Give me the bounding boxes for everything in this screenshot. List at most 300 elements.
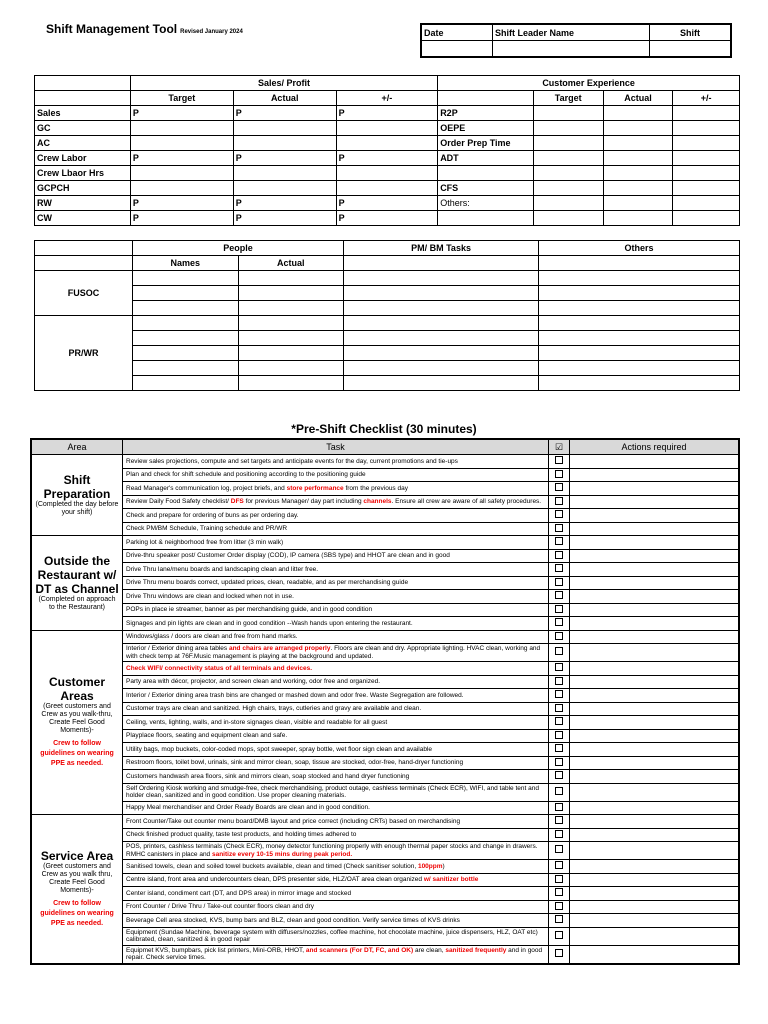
task-cell bbox=[123, 914, 549, 928]
task-checkbox[interactable] bbox=[549, 887, 570, 901]
checkbox-icon[interactable] bbox=[555, 888, 563, 896]
task-text: Beverage Cell area stocked, KVS, bump bars and BLZ, clean and good condition. Verify service times of KVS drinks bbox=[126, 916, 460, 924]
task-text: Drive-thru speaker post/ Customer Order display (COD), IP camera (SBS type) and HHOT are clean and in good bbox=[126, 552, 450, 559]
sales-actual-cell[interactable] bbox=[233, 166, 336, 181]
cx-value-cell[interactable] bbox=[673, 166, 740, 181]
checkbox-icon[interactable] bbox=[555, 949, 563, 957]
people-cell[interactable] bbox=[539, 331, 740, 346]
checkbox-icon[interactable] bbox=[555, 758, 563, 766]
cx-value-cell[interactable] bbox=[533, 181, 603, 196]
checkbox-icon[interactable] bbox=[555, 830, 563, 838]
sales-row-label: Sales bbox=[35, 106, 131, 121]
task-checkbox[interactable] bbox=[549, 482, 570, 496]
cx-value-cell[interactable] bbox=[673, 121, 740, 136]
cx-value-cell[interactable] bbox=[603, 151, 673, 166]
sales-row-label: AC bbox=[35, 136, 131, 151]
sales-diff-cell[interactable] bbox=[336, 136, 438, 151]
actions-cell[interactable] bbox=[570, 842, 740, 860]
blank bbox=[344, 256, 539, 271]
task-text: Centre island, front area and undercounters clean, DPS presenter side, HLZ/OAT area clean organized bbox=[126, 876, 424, 883]
cx-value-cell[interactable] bbox=[603, 181, 673, 196]
task-text: Front Counter/Take out counter menu board/DMB layout and price correct (including CRTs) based on merchandising bbox=[126, 817, 461, 825]
actions-cell[interactable] bbox=[570, 576, 740, 590]
sales-col-header: Target bbox=[130, 91, 233, 106]
task-checkbox[interactable] bbox=[549, 536, 570, 550]
sales-row-label: RW bbox=[35, 196, 131, 211]
checkbox-icon[interactable] bbox=[555, 677, 563, 685]
people-cell[interactable] bbox=[344, 346, 539, 361]
page-title: Shift Management Tool Revised January 2024 bbox=[46, 22, 243, 36]
checkbox-icon[interactable] bbox=[555, 704, 563, 712]
task-checkbox[interactable] bbox=[549, 783, 570, 801]
checkbox-icon[interactable] bbox=[555, 861, 563, 869]
cx-row-label: Order Prep Time bbox=[438, 136, 534, 151]
task-cell bbox=[123, 842, 549, 860]
checkbox-icon[interactable] bbox=[555, 537, 563, 545]
task-checkbox[interactable] bbox=[549, 743, 570, 757]
task-text: Ceiling, vents, lighting, walls, and in-store signages clean, visible and readable for all guest bbox=[126, 718, 388, 726]
people-group-label: PR/WR bbox=[35, 316, 133, 391]
sales-diff-cell[interactable]: P bbox=[336, 151, 438, 166]
actions-cell[interactable] bbox=[570, 630, 740, 644]
shift-header-table bbox=[420, 23, 732, 58]
people-cell[interactable] bbox=[539, 286, 740, 301]
actions-cell[interactable] bbox=[570, 743, 740, 757]
task-highlight: 100ppm bbox=[417, 862, 443, 870]
sales-diff-cell[interactable]: P bbox=[336, 106, 438, 121]
task-checkbox[interactable] bbox=[549, 914, 570, 928]
task-checkbox[interactable] bbox=[549, 522, 570, 536]
sales-target-cell[interactable]: P bbox=[130, 211, 233, 226]
task-checkbox[interactable] bbox=[549, 468, 570, 482]
task-checkbox[interactable] bbox=[549, 662, 570, 676]
people-cell[interactable] bbox=[344, 376, 539, 391]
checkbox-icon[interactable] bbox=[555, 803, 563, 811]
people-cell[interactable] bbox=[344, 316, 539, 331]
task-cell bbox=[123, 783, 549, 801]
sales-col-header: Actual bbox=[233, 91, 336, 106]
cx-value-cell[interactable] bbox=[533, 136, 603, 151]
actions-cell[interactable] bbox=[570, 468, 740, 482]
cx-value-cell[interactable] bbox=[603, 211, 673, 226]
checkbox-icon[interactable] bbox=[555, 497, 563, 505]
sales-row-label: GCPCH bbox=[35, 181, 131, 196]
area-name: Customer Areas bbox=[48, 675, 105, 704]
checkbox-icon[interactable] bbox=[555, 524, 563, 532]
cx-row-label: ADT bbox=[438, 151, 534, 166]
checkbox-icon[interactable] bbox=[555, 744, 563, 752]
checkbox-icon[interactable] bbox=[555, 551, 563, 559]
actions-cell[interactable] bbox=[570, 914, 740, 928]
actions-cell[interactable] bbox=[570, 783, 740, 801]
checklist-area-header: Area bbox=[31, 439, 123, 455]
cx-value-cell[interactable] bbox=[603, 121, 673, 136]
checkbox-icon[interactable] bbox=[555, 717, 563, 725]
cx-value-cell[interactable] bbox=[673, 211, 740, 226]
sales-diff-cell[interactable]: P bbox=[336, 211, 438, 226]
checkbox-icon[interactable] bbox=[555, 578, 563, 586]
people-cell[interactable] bbox=[539, 301, 740, 316]
people-cell[interactable] bbox=[133, 286, 239, 301]
task-text: Parking lot & neighborhood free from litter (3 min walk) bbox=[126, 538, 284, 546]
task-cell bbox=[123, 729, 549, 743]
checkbox-icon[interactable] bbox=[555, 483, 563, 491]
task-checkbox[interactable] bbox=[549, 860, 570, 874]
cx-value-cell[interactable] bbox=[533, 166, 603, 181]
task-cell bbox=[123, 549, 549, 563]
sales-target-cell[interactable]: P bbox=[130, 106, 233, 121]
date-field[interactable] bbox=[421, 41, 493, 58]
area-note: (Greet customers and Crew as you walk thru, Create Feel Good Moments)- bbox=[41, 862, 113, 894]
task-cell bbox=[123, 860, 549, 874]
checkbox-icon[interactable] bbox=[555, 731, 563, 739]
checkbox-icon[interactable] bbox=[555, 931, 563, 939]
actions-cell[interactable] bbox=[570, 563, 740, 577]
task-checkbox[interactable] bbox=[549, 455, 570, 469]
sales-target-cell[interactable] bbox=[130, 166, 233, 181]
task-text: Self Ordering Kiosk working and smudge-free, check merchandising, product outage, cashless terminals (Check ECR), WIFI, and table tent and holder clean, sanitized and in good condition. Use proper cleaning materials. bbox=[126, 784, 539, 799]
actions-cell[interactable] bbox=[570, 801, 740, 815]
cx-value-cell[interactable] bbox=[533, 196, 603, 211]
area-cell bbox=[31, 536, 123, 631]
sales-col-header: +/- bbox=[336, 91, 438, 106]
actions-cell[interactable] bbox=[570, 689, 740, 703]
task-checkbox[interactable] bbox=[549, 689, 570, 703]
checkbox-icon[interactable] bbox=[555, 456, 563, 464]
task-highlight: and chairs are arranged properly bbox=[228, 645, 331, 652]
sales-diff-cell[interactable] bbox=[336, 121, 438, 136]
task-text: Equipment (Sundae Machine, beverage system with diffusers/nozzles, coffee machine, hot chocolate machine, juice dispensers, HLZ, OAT etc) calibrated, clean, sanitized & in good repair bbox=[126, 928, 538, 943]
task-text: Plan and check for shift schedule and positioning according to the positioning guide bbox=[126, 471, 366, 478]
checkbox-icon[interactable] bbox=[555, 845, 563, 853]
task-checkbox[interactable] bbox=[549, 549, 570, 563]
task-checkbox[interactable] bbox=[549, 702, 570, 716]
task-checkbox[interactable] bbox=[549, 756, 570, 770]
people-cell[interactable] bbox=[238, 376, 343, 391]
actions-cell[interactable] bbox=[570, 455, 740, 469]
blank-corner bbox=[438, 91, 534, 106]
sales-target-cell[interactable] bbox=[130, 121, 233, 136]
task-cell bbox=[123, 455, 549, 469]
sales-target-cell[interactable] bbox=[130, 181, 233, 196]
actions-cell[interactable] bbox=[570, 495, 740, 509]
pm-bm-header: PM/ BM Tasks bbox=[344, 241, 539, 256]
sales-target-cell[interactable]: P bbox=[130, 151, 233, 166]
checkbox-icon[interactable] bbox=[555, 632, 563, 640]
actions-cell[interactable] bbox=[570, 644, 740, 662]
actions-cell[interactable] bbox=[570, 927, 740, 945]
task-text: Utility bags, mop buckets, color-coded mops, spot sweeper, spray bottle, wet floor sign clean and available bbox=[126, 745, 433, 753]
sales-actual-cell[interactable] bbox=[233, 181, 336, 196]
sales-row-label: GC bbox=[35, 121, 131, 136]
checklist-actions-header: Actions required bbox=[570, 439, 740, 455]
people-cell[interactable] bbox=[344, 361, 539, 376]
task-checkbox[interactable] bbox=[549, 617, 570, 631]
sales-actual-cell[interactable] bbox=[233, 136, 336, 151]
people-cell[interactable] bbox=[238, 316, 343, 331]
task-cell bbox=[123, 590, 549, 604]
actions-cell[interactable] bbox=[570, 815, 740, 829]
task-cell bbox=[123, 887, 549, 901]
actions-cell[interactable] bbox=[570, 860, 740, 874]
task-checkbox[interactable] bbox=[549, 801, 570, 815]
task-checkbox[interactable] bbox=[549, 495, 570, 509]
cx-value-cell[interactable] bbox=[533, 106, 603, 121]
task-cell bbox=[123, 716, 549, 730]
actions-cell[interactable] bbox=[570, 549, 740, 563]
actions-cell[interactable] bbox=[570, 536, 740, 550]
sales-row-label: Crew Lbaor Hrs bbox=[35, 166, 131, 181]
sales-target-cell[interactable]: P bbox=[130, 196, 233, 211]
task-cell bbox=[123, 689, 549, 703]
task-checkbox[interactable] bbox=[549, 927, 570, 945]
people-cell[interactable] bbox=[238, 301, 343, 316]
checkbox-icon[interactable] bbox=[555, 591, 563, 599]
task-cell bbox=[123, 743, 549, 757]
task-highlight: DFS bbox=[230, 498, 244, 505]
checkbox-icon[interactable] bbox=[555, 690, 563, 698]
task-checkbox[interactable] bbox=[549, 900, 570, 914]
task-text: Center island, condiment cart (DT, and DPS area) in mirror image and stocked bbox=[126, 889, 352, 897]
checkbox-icon[interactable] bbox=[555, 875, 563, 883]
task-text: Happy Meal merchandiser and Order Ready Boards are clean and in good condition. bbox=[126, 804, 370, 811]
area-name: Shift Preparation bbox=[43, 473, 111, 501]
cx-col-header: +/- bbox=[673, 91, 740, 106]
cx-row-label: Others: bbox=[438, 196, 534, 211]
people-cell[interactable] bbox=[539, 346, 740, 361]
task-text: POPs in place ie streamer, banner as per merchandising guide, and in good condition bbox=[126, 606, 373, 613]
actions-cell[interactable] bbox=[570, 482, 740, 496]
task-text: ) bbox=[442, 862, 445, 870]
task-text: Drive Thru lane/menu boards and landscaping clean and litter free. bbox=[126, 565, 319, 573]
sales-actual-cell[interactable]: P bbox=[233, 196, 336, 211]
people-cell[interactable] bbox=[344, 331, 539, 346]
people-cell[interactable] bbox=[344, 301, 539, 316]
task-checkbox[interactable] bbox=[549, 842, 570, 860]
actions-cell[interactable] bbox=[570, 900, 740, 914]
cx-value-cell[interactable] bbox=[533, 211, 603, 226]
cx-row-label: CFS bbox=[438, 181, 534, 196]
actions-cell[interactable] bbox=[570, 702, 740, 716]
ppe-warning: Crew to follow guidelines on wearing PPE as needed. bbox=[40, 899, 114, 927]
people-group-label: FUSOC bbox=[35, 271, 133, 316]
date-label: Date bbox=[421, 24, 493, 41]
cx-value-cell[interactable] bbox=[673, 136, 740, 151]
sales-diff-cell[interactable] bbox=[336, 181, 438, 196]
task-checkbox[interactable] bbox=[549, 729, 570, 743]
area-cell bbox=[31, 455, 123, 536]
checkbox-icon[interactable] bbox=[555, 647, 563, 655]
people-cell[interactable] bbox=[133, 331, 239, 346]
actions-cell[interactable] bbox=[570, 770, 740, 784]
task-highlight: and scanners (For DT, FC, and OK) bbox=[305, 946, 414, 954]
task-text: Signages and pin lights are clean and in good condition --Wash hands upon entering the restaurant. bbox=[126, 619, 413, 627]
task-checkbox[interactable] bbox=[549, 644, 570, 662]
task-text: Review sales projections, compute and set targets and anticipate events for the day, current promotions and tie-ups bbox=[126, 457, 458, 465]
task-text: Read Manager's communication log, project briefs, and bbox=[126, 484, 287, 492]
shift-label: Shift bbox=[650, 24, 732, 41]
checkbox-icon[interactable] bbox=[555, 618, 563, 626]
task-checkbox[interactable] bbox=[549, 828, 570, 842]
task-checkbox[interactable] bbox=[549, 675, 570, 689]
checklist-task-header: Task bbox=[123, 439, 549, 455]
actions-cell[interactable] bbox=[570, 873, 740, 887]
task-text: Restroom floors, toilet bowl, urinals, sink and mirror clean, soap, tissue are stocked, odor-free, hand-dryer functioning bbox=[126, 759, 464, 766]
cx-value-cell[interactable] bbox=[603, 136, 673, 151]
checkbox-icon[interactable] bbox=[555, 470, 563, 478]
actions-cell[interactable] bbox=[570, 729, 740, 743]
task-checkbox[interactable] bbox=[549, 815, 570, 829]
task-text: Check finished product quality, taste test products, and holding times adhered to bbox=[126, 831, 357, 838]
cx-value-cell[interactable] bbox=[673, 151, 740, 166]
people-cell[interactable] bbox=[238, 346, 343, 361]
sales-profit-header: Sales/ Profit bbox=[130, 76, 437, 91]
people-cell[interactable] bbox=[238, 361, 343, 376]
names-col-header: Names bbox=[133, 256, 239, 271]
cx-value-cell[interactable] bbox=[673, 106, 740, 121]
people-cell[interactable] bbox=[133, 346, 239, 361]
actual-col-header: Actual bbox=[238, 256, 343, 271]
customer-experience-header: Customer Experience bbox=[438, 76, 740, 91]
actions-cell[interactable] bbox=[570, 509, 740, 523]
actions-cell[interactable] bbox=[570, 590, 740, 604]
area-name: Outside the Restaurant w/ DT as Channel bbox=[35, 553, 119, 596]
task-text: from the previous day bbox=[343, 484, 408, 492]
task-cell bbox=[123, 945, 549, 964]
task-checkbox[interactable] bbox=[549, 603, 570, 617]
actions-cell[interactable] bbox=[570, 522, 740, 536]
task-highlight: w/ sanitizer bottle bbox=[423, 876, 479, 883]
blank-corner bbox=[35, 91, 131, 106]
task-text: Customer trays are clean and sanitized. High chairs, trays, cutleries and gravy are available and clean. bbox=[126, 705, 422, 712]
people-cell[interactable] bbox=[238, 271, 343, 286]
task-checkbox[interactable] bbox=[549, 576, 570, 590]
sales-diff-cell[interactable] bbox=[336, 166, 438, 181]
people-cell[interactable] bbox=[133, 376, 239, 391]
actions-cell[interactable] bbox=[570, 887, 740, 901]
checkbox-icon[interactable] bbox=[555, 771, 563, 779]
task-cell bbox=[123, 927, 549, 945]
shift-leader-field[interactable] bbox=[493, 41, 650, 58]
area-note: (Completed on approach to the Restaurant) bbox=[38, 595, 116, 611]
people-cell[interactable] bbox=[539, 361, 740, 376]
actions-cell[interactable] bbox=[570, 828, 740, 842]
task-highlight: sanitized frequently bbox=[445, 946, 507, 954]
actions-cell[interactable] bbox=[570, 675, 740, 689]
blank bbox=[539, 256, 740, 271]
task-cell bbox=[123, 828, 549, 842]
checkbox-icon[interactable] bbox=[555, 787, 563, 795]
task-cell bbox=[123, 644, 549, 662]
task-cell bbox=[123, 603, 549, 617]
task-cell bbox=[123, 522, 549, 536]
task-cell bbox=[123, 756, 549, 770]
cx-value-cell[interactable] bbox=[533, 151, 603, 166]
shift-field[interactable] bbox=[650, 41, 732, 58]
task-checkbox[interactable] bbox=[549, 590, 570, 604]
cx-value-cell[interactable] bbox=[673, 196, 740, 211]
actions-cell[interactable] bbox=[570, 662, 740, 676]
people-cell[interactable] bbox=[539, 316, 740, 331]
sales-actual-cell[interactable]: P bbox=[233, 106, 336, 121]
revised-date: Revised January 2024 bbox=[180, 29, 243, 35]
people-cell[interactable] bbox=[344, 286, 539, 301]
cx-value-cell[interactable] bbox=[673, 181, 740, 196]
task-highlight: sanitize every 10-15 mins during peak period. bbox=[211, 850, 353, 858]
people-cell[interactable] bbox=[539, 376, 740, 391]
sales-actual-cell[interactable] bbox=[233, 121, 336, 136]
task-checkbox[interactable] bbox=[549, 563, 570, 577]
checkbox-icon[interactable] bbox=[555, 605, 563, 613]
task-checkbox[interactable] bbox=[549, 945, 570, 964]
people-cell[interactable] bbox=[133, 271, 239, 286]
task-text: Party area with décor, projector, and screen clean and working, odor free and organized. bbox=[126, 678, 381, 685]
task-text: Windows/glass / doors are clean and free from hand marks. bbox=[126, 633, 298, 640]
task-cell bbox=[123, 495, 549, 509]
task-checkbox[interactable] bbox=[549, 770, 570, 784]
sales-actual-cell[interactable]: P bbox=[233, 151, 336, 166]
cx-value-cell[interactable] bbox=[533, 121, 603, 136]
task-text: are clean, bbox=[413, 946, 446, 954]
task-checkbox[interactable] bbox=[549, 509, 570, 523]
people-cell[interactable] bbox=[539, 271, 740, 286]
task-text: Interior / Exterior dining area trash bins are changed or mashed down and odor free. Waste Segregation are followed. bbox=[126, 691, 464, 699]
sales-actual-cell[interactable]: P bbox=[233, 211, 336, 226]
task-cell bbox=[123, 873, 549, 887]
task-cell bbox=[123, 509, 549, 523]
task-cell bbox=[123, 770, 549, 784]
people-cell[interactable] bbox=[133, 316, 239, 331]
people-cell[interactable] bbox=[133, 361, 239, 376]
people-cell[interactable] bbox=[238, 331, 343, 346]
people-cell[interactable] bbox=[133, 301, 239, 316]
actions-cell[interactable] bbox=[570, 716, 740, 730]
task-checkbox[interactable] bbox=[549, 716, 570, 730]
checkbox-icon[interactable] bbox=[555, 663, 563, 671]
blank-corner bbox=[35, 76, 131, 91]
people-cell[interactable] bbox=[238, 286, 343, 301]
cx-col-header: Target bbox=[533, 91, 603, 106]
blank-corner bbox=[35, 241, 133, 256]
task-cell bbox=[123, 630, 549, 644]
sales-diff-cell[interactable]: P bbox=[336, 196, 438, 211]
actions-cell[interactable] bbox=[570, 603, 740, 617]
task-cell bbox=[123, 482, 549, 496]
task-cell bbox=[123, 468, 549, 482]
cx-value-cell[interactable] bbox=[603, 166, 673, 181]
area-name: Service Area bbox=[40, 848, 114, 863]
cx-value-cell[interactable] bbox=[603, 106, 673, 121]
checkbox-icon[interactable] bbox=[555, 510, 563, 518]
cx-value-cell[interactable] bbox=[603, 196, 673, 211]
task-checkbox[interactable] bbox=[549, 873, 570, 887]
task-text: for previous Manager/ day part including bbox=[243, 498, 364, 505]
checkbox-icon[interactable] bbox=[555, 816, 563, 824]
sales-target-cell[interactable] bbox=[130, 136, 233, 151]
actions-cell[interactable] bbox=[570, 756, 740, 770]
task-text: Playplace floors, seating and equipment clean and safe. bbox=[126, 732, 288, 739]
actions-cell[interactable] bbox=[570, 945, 740, 964]
actions-cell[interactable] bbox=[570, 617, 740, 631]
checkbox-icon[interactable] bbox=[555, 902, 563, 910]
task-text: Interior / Exterior dining area tables bbox=[126, 645, 229, 652]
task-checkbox[interactable] bbox=[549, 630, 570, 644]
task-text: and in good repair. Check service times. bbox=[126, 946, 543, 961]
checkbox-icon[interactable] bbox=[555, 915, 563, 923]
checkbox-icon[interactable] bbox=[555, 564, 563, 572]
task-highlight: store performance bbox=[286, 484, 344, 492]
people-cell[interactable] bbox=[344, 271, 539, 286]
